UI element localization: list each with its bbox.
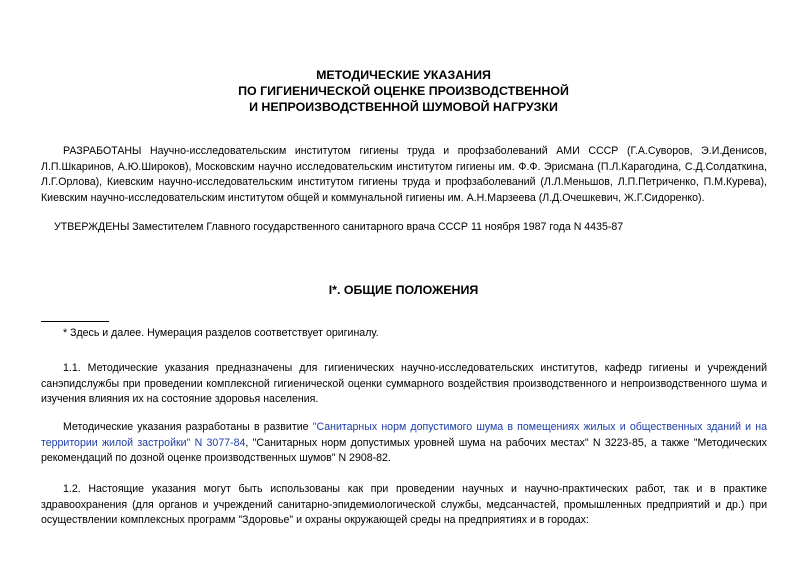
section-heading: I*. ОБЩИЕ ПОЛОЖЕНИЯ: [328, 283, 479, 297]
development-basis-intro: Методические указания разработаны в развитие: [63, 421, 313, 433]
paragraph-1-1: [41, 361, 767, 408]
paragraph-1-1-text: 1.1. Методические указания предназначены для гигиенических научно-исследовательских институтов, кафедр гигиены и учреждений санэпидслужбы при проведении комплексной гигиенической оценки суммарного воздействия производственного и непроизводственного шума и изучения влияния их на состояние здоровья населения.: [41, 362, 767, 406]
footnote: [41, 326, 767, 342]
document-title: [0, 67, 807, 115]
title-line-2: ПО ГИГИЕНИЧЕСКОЙ ОЦЕНКЕ ПРОИЗВОДСТВЕННОЙ: [238, 84, 569, 98]
footnote-divider: [41, 321, 109, 322]
development-basis-paragraph: [41, 420, 767, 467]
footnote-text: * Здесь и далее. Нумерация разделов соответствует оригиналу.: [63, 327, 379, 339]
development-basis-text: [41, 420, 767, 467]
approved-text: УТВЕРЖДЕНЫ Заместителем Главного государственного санитарного врача СССР 11 ноября 1987 года N 4435-87: [54, 221, 624, 233]
development-basis-rest: , "Санитарных норм допустимых уровней шума на рабочих местах" N 3223-85, а также "Методических рекомендаций по дозной оценке производственных шумов" N 2908-82.: [41, 436, 767, 465]
title-line-1: МЕТОДИЧЕСКИЕ УКАЗАНИЯ: [316, 68, 491, 82]
developed-paragraph: [41, 144, 767, 206]
sanitary-norms-link[interactable]: "Санитарных норм допустимого шума в помещениях жилых и общественных зданий и на территории жилой застройки" N 3077-84: [41, 421, 767, 449]
paragraph-1-2-text: 1.2. Настоящие указания могут быть использованы как при проведении научных и научно-практических работ, так и в практике здравоохранения (для органов и учреждений санитарно-эпидемиологической службы, медсанчастей, промышленных предприятий и др.) при осуществлении комплексных программ "Здоровье" и охраны окружающей среды на предприятиях и в городах:: [41, 483, 767, 527]
paragraph-1-2: [41, 482, 767, 529]
title-line-3: И НЕПРОИЗВОДСТВЕННОЙ ШУМОВОЙ НАГРУЗКИ: [249, 100, 558, 114]
approved-paragraph: [41, 220, 767, 236]
developed-text: РАЗРАБОТАНЫ Научно-исследовательским институтом гигиены труда и профзаболеваний АМИ СССР (Г.А.Суворов, Э.И.Денисов, Л.П.Шкаринов, А.Ю.Широков), Московским научно исследовательским институтом гигиены им. Ф.Ф. Эрисмана (П.Л.Карагодина, С.Д.Солдаткина, Л.Г.Орлова), Киевским научно-исследовательским институтом гигиены труда и профзаболеваний (Л.Л.Меньшов, Л.П.Петриченко, П.М.Курева), Киевским научно-исследовательским институтом общей и коммунальной гигиены им. А.Н.Марзеева (Л.Д.Очешкевич, Ж.Г.Сидоренко).: [41, 145, 767, 204]
